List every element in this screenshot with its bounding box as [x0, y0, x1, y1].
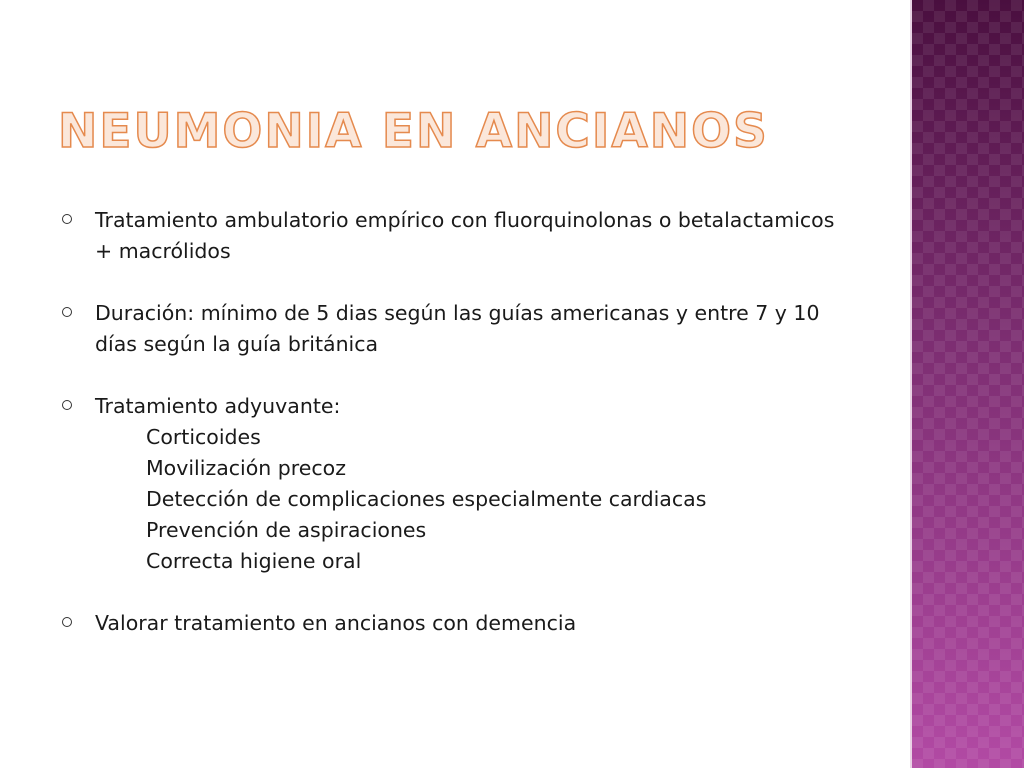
- circle-bullet-icon: [62, 400, 72, 410]
- bullet-text: Tratamiento adyuvante:: [95, 394, 341, 418]
- circle-bullet-icon: [62, 214, 72, 224]
- bullet-item: [62, 391, 852, 577]
- circle-bullet-icon: [62, 307, 72, 317]
- subitem: Prevención de aspiraciones: [146, 518, 427, 542]
- bullet-text: Tratamiento ambulatorio empírico con fluorquinolonas o betalactamicos + macrólidos: [95, 208, 835, 263]
- bullet-list: [62, 205, 852, 670]
- slide-title: NEUMONIA EN ANCIANOS: [58, 104, 769, 159]
- decorative-sidebar: [912, 0, 1024, 768]
- circle-bullet-icon: [62, 617, 72, 627]
- bullet-item: [62, 298, 852, 360]
- bullet-item: [62, 205, 852, 267]
- subitem: Movilización precoz: [146, 456, 346, 480]
- subitem: Detección de complicaciones especialmente cardiacas: [146, 487, 707, 511]
- bullet-text: Duración: mínimo de 5 dias según las guías americanas y entre 7 y 10 días según la guía británica: [95, 301, 820, 356]
- subitem: Corticoides: [146, 425, 261, 449]
- bullet-text: Valorar tratamiento en ancianos con demencia: [95, 611, 577, 635]
- subitem: Correcta higiene oral: [146, 549, 362, 573]
- bullet-item: [62, 608, 852, 639]
